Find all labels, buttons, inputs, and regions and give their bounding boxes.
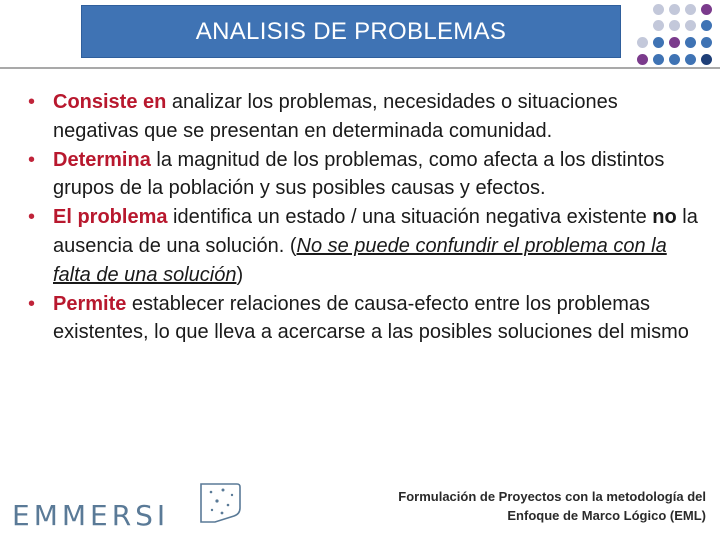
star-constellation-icon xyxy=(197,482,241,524)
decor-dot xyxy=(653,37,664,48)
decor-dot xyxy=(669,4,680,15)
decor-dot xyxy=(669,54,680,65)
bullet-text: ) xyxy=(236,263,244,286)
bullet-item xyxy=(28,146,698,204)
bullet-note: No se puede confundir el problema con la falta de una solución xyxy=(53,234,667,286)
bullet-item xyxy=(28,203,698,289)
bullet-keyword: Determina xyxy=(53,148,151,171)
decor-dot xyxy=(685,54,696,65)
bullet-marker: • xyxy=(28,91,36,113)
decor-dot xyxy=(701,4,712,15)
bullet-text: establecer relaciones de causa-efecto entre los problemas existentes, lo que lleva a acercarse a las posibles soluciones del mismo xyxy=(53,292,689,344)
bullet-keyword: Consiste en xyxy=(53,91,167,113)
decor-dot xyxy=(653,20,664,31)
bullet-marker: • xyxy=(28,206,36,229)
bullet-keyword: El problema xyxy=(53,206,168,229)
slide-title: ANALISIS DE PROBLEMAS xyxy=(195,17,507,45)
bullet-marker: • xyxy=(28,292,36,315)
decor-dot xyxy=(685,4,696,15)
logo-wordmark: EMMERSI xyxy=(12,499,170,532)
decor-dot xyxy=(669,37,680,48)
decor-dot xyxy=(685,37,696,48)
decor-dot xyxy=(701,20,712,31)
bullet-item xyxy=(28,88,698,146)
footer-caption xyxy=(346,487,706,525)
decor-dot xyxy=(669,20,680,31)
footer-line-2: Enfoque de Marco Lógico (EML) xyxy=(507,508,706,523)
bullet-text: la ausencia de una solución. ( xyxy=(53,206,698,257)
bullet-emphasis: no xyxy=(652,206,677,229)
decor-dot xyxy=(653,4,664,15)
bullet-list xyxy=(28,88,698,347)
title-divider xyxy=(0,67,720,69)
decor-dot xyxy=(637,54,648,65)
decor-dot xyxy=(653,54,664,65)
decor-dot xyxy=(685,20,696,31)
bullet-text: identifica un estado / una situación negativa existente xyxy=(167,206,653,229)
decor-dot xyxy=(701,37,712,48)
decor-dot xyxy=(701,54,712,65)
emmersi-logo xyxy=(12,482,232,532)
decorative-dot-grid xyxy=(630,0,720,70)
bullet-item xyxy=(28,290,698,348)
bullet-marker: • xyxy=(28,148,36,171)
slide-title-bar xyxy=(81,5,621,58)
bullet-text: la magnitud de los problemas, como afecta a los distintos grupos de la población y sus posibles causas y efectos. xyxy=(53,148,665,200)
footer-line-1: Formulación de Proyectos con la metodología del xyxy=(398,489,706,504)
bullet-keyword: Permite xyxy=(53,292,127,315)
decor-dot xyxy=(637,37,648,48)
bullet-text: analizar los problemas, necesidades o situaciones negativas que se presentan en determinada comunidad. xyxy=(53,91,618,142)
